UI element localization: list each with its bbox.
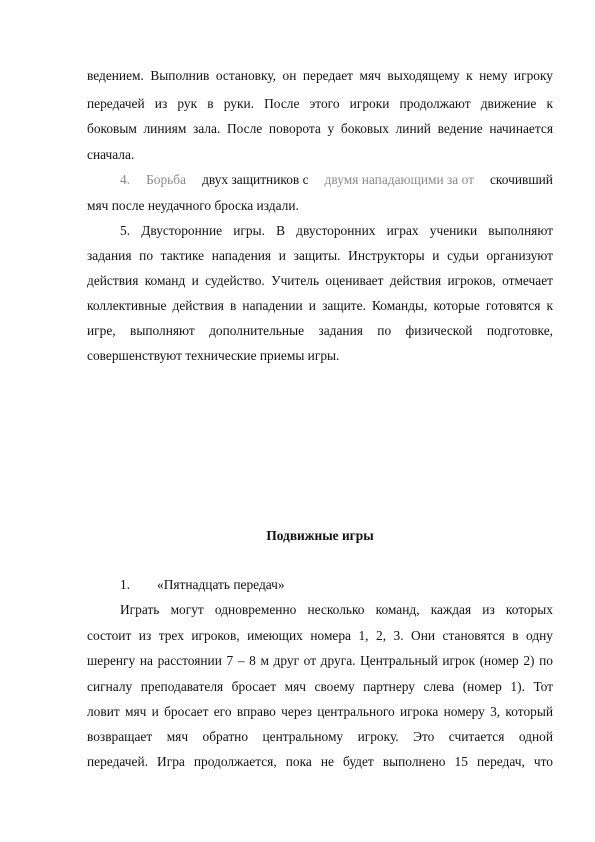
- paragraph-line: боковым линиям зала. После поворота у боковых линий ведение начинается: [87, 121, 553, 136]
- paragraph-line: возвращает мяч обратно центральному игроку. Это считается одной: [87, 729, 553, 744]
- paragraph-line: совершенствуют технические приемы игры.: [87, 348, 340, 363]
- paragraph-line: передачей. Игра продолжается, пока не будет выполнено 15 передач, что: [87, 754, 553, 769]
- paragraph-line: сигналу преподавателя бросает мяч своему партнеру слева (номер 1). Тот: [87, 679, 553, 694]
- game-title: «Пятнадцать передач»: [157, 577, 285, 592]
- paragraph-line: коллективные действия в нападении и защите. Команды, которые готовятся к: [87, 298, 553, 313]
- text-segment: Борьба: [146, 172, 187, 187]
- paragraph-line: ловит мяч и бросает его вправо через центрального игрока номеру 3, который: [87, 704, 553, 719]
- paragraph-line: мяч после неудачного броска издали.: [87, 198, 299, 213]
- paragraph-line: задания по тактике нападения и защиты. Инструкторы и судьи организуют: [87, 248, 553, 263]
- paragraph-line: Играть могут одновременно несколько команд, каждая из которых: [120, 602, 553, 617]
- text-segment: двумя нападающими за от: [324, 172, 474, 187]
- paragraph-line: сначала.: [87, 147, 135, 162]
- list-number: 4.: [120, 172, 131, 187]
- game-number: 1.: [120, 577, 131, 592]
- paragraph-line: передачей из рук в руки. После этого игроки продолжают движение к: [87, 96, 553, 111]
- section-heading: Подвижные игры: [266, 528, 374, 543]
- paragraph-line: игре, выполняют дополнительные задания по физической подготовке,: [87, 323, 553, 338]
- paragraph-line: ведением. Выполнив остановку, он передает мяч выходящему к нему игроку: [87, 68, 553, 83]
- text-segment: двух защитников с: [202, 172, 309, 187]
- paragraph-line: действия команд и судейство. Учитель оценивает действия игроков, отмечает: [87, 273, 553, 288]
- paragraph-line: шеренгу на расстоянии 7 – 8 м друг от друга. Центральный игрок (номер 2) по: [87, 653, 553, 668]
- list-item-4: [120, 171, 553, 188]
- paragraph-line: 5. Двусторонние игры. В двусторонних играх ученики выполняют: [120, 223, 553, 238]
- text-segment: скочивший: [489, 172, 553, 187]
- paragraph-line: состоит из трех игроков, имеющих номера 1, 2, 3. Они становятся в одну: [87, 628, 553, 643]
